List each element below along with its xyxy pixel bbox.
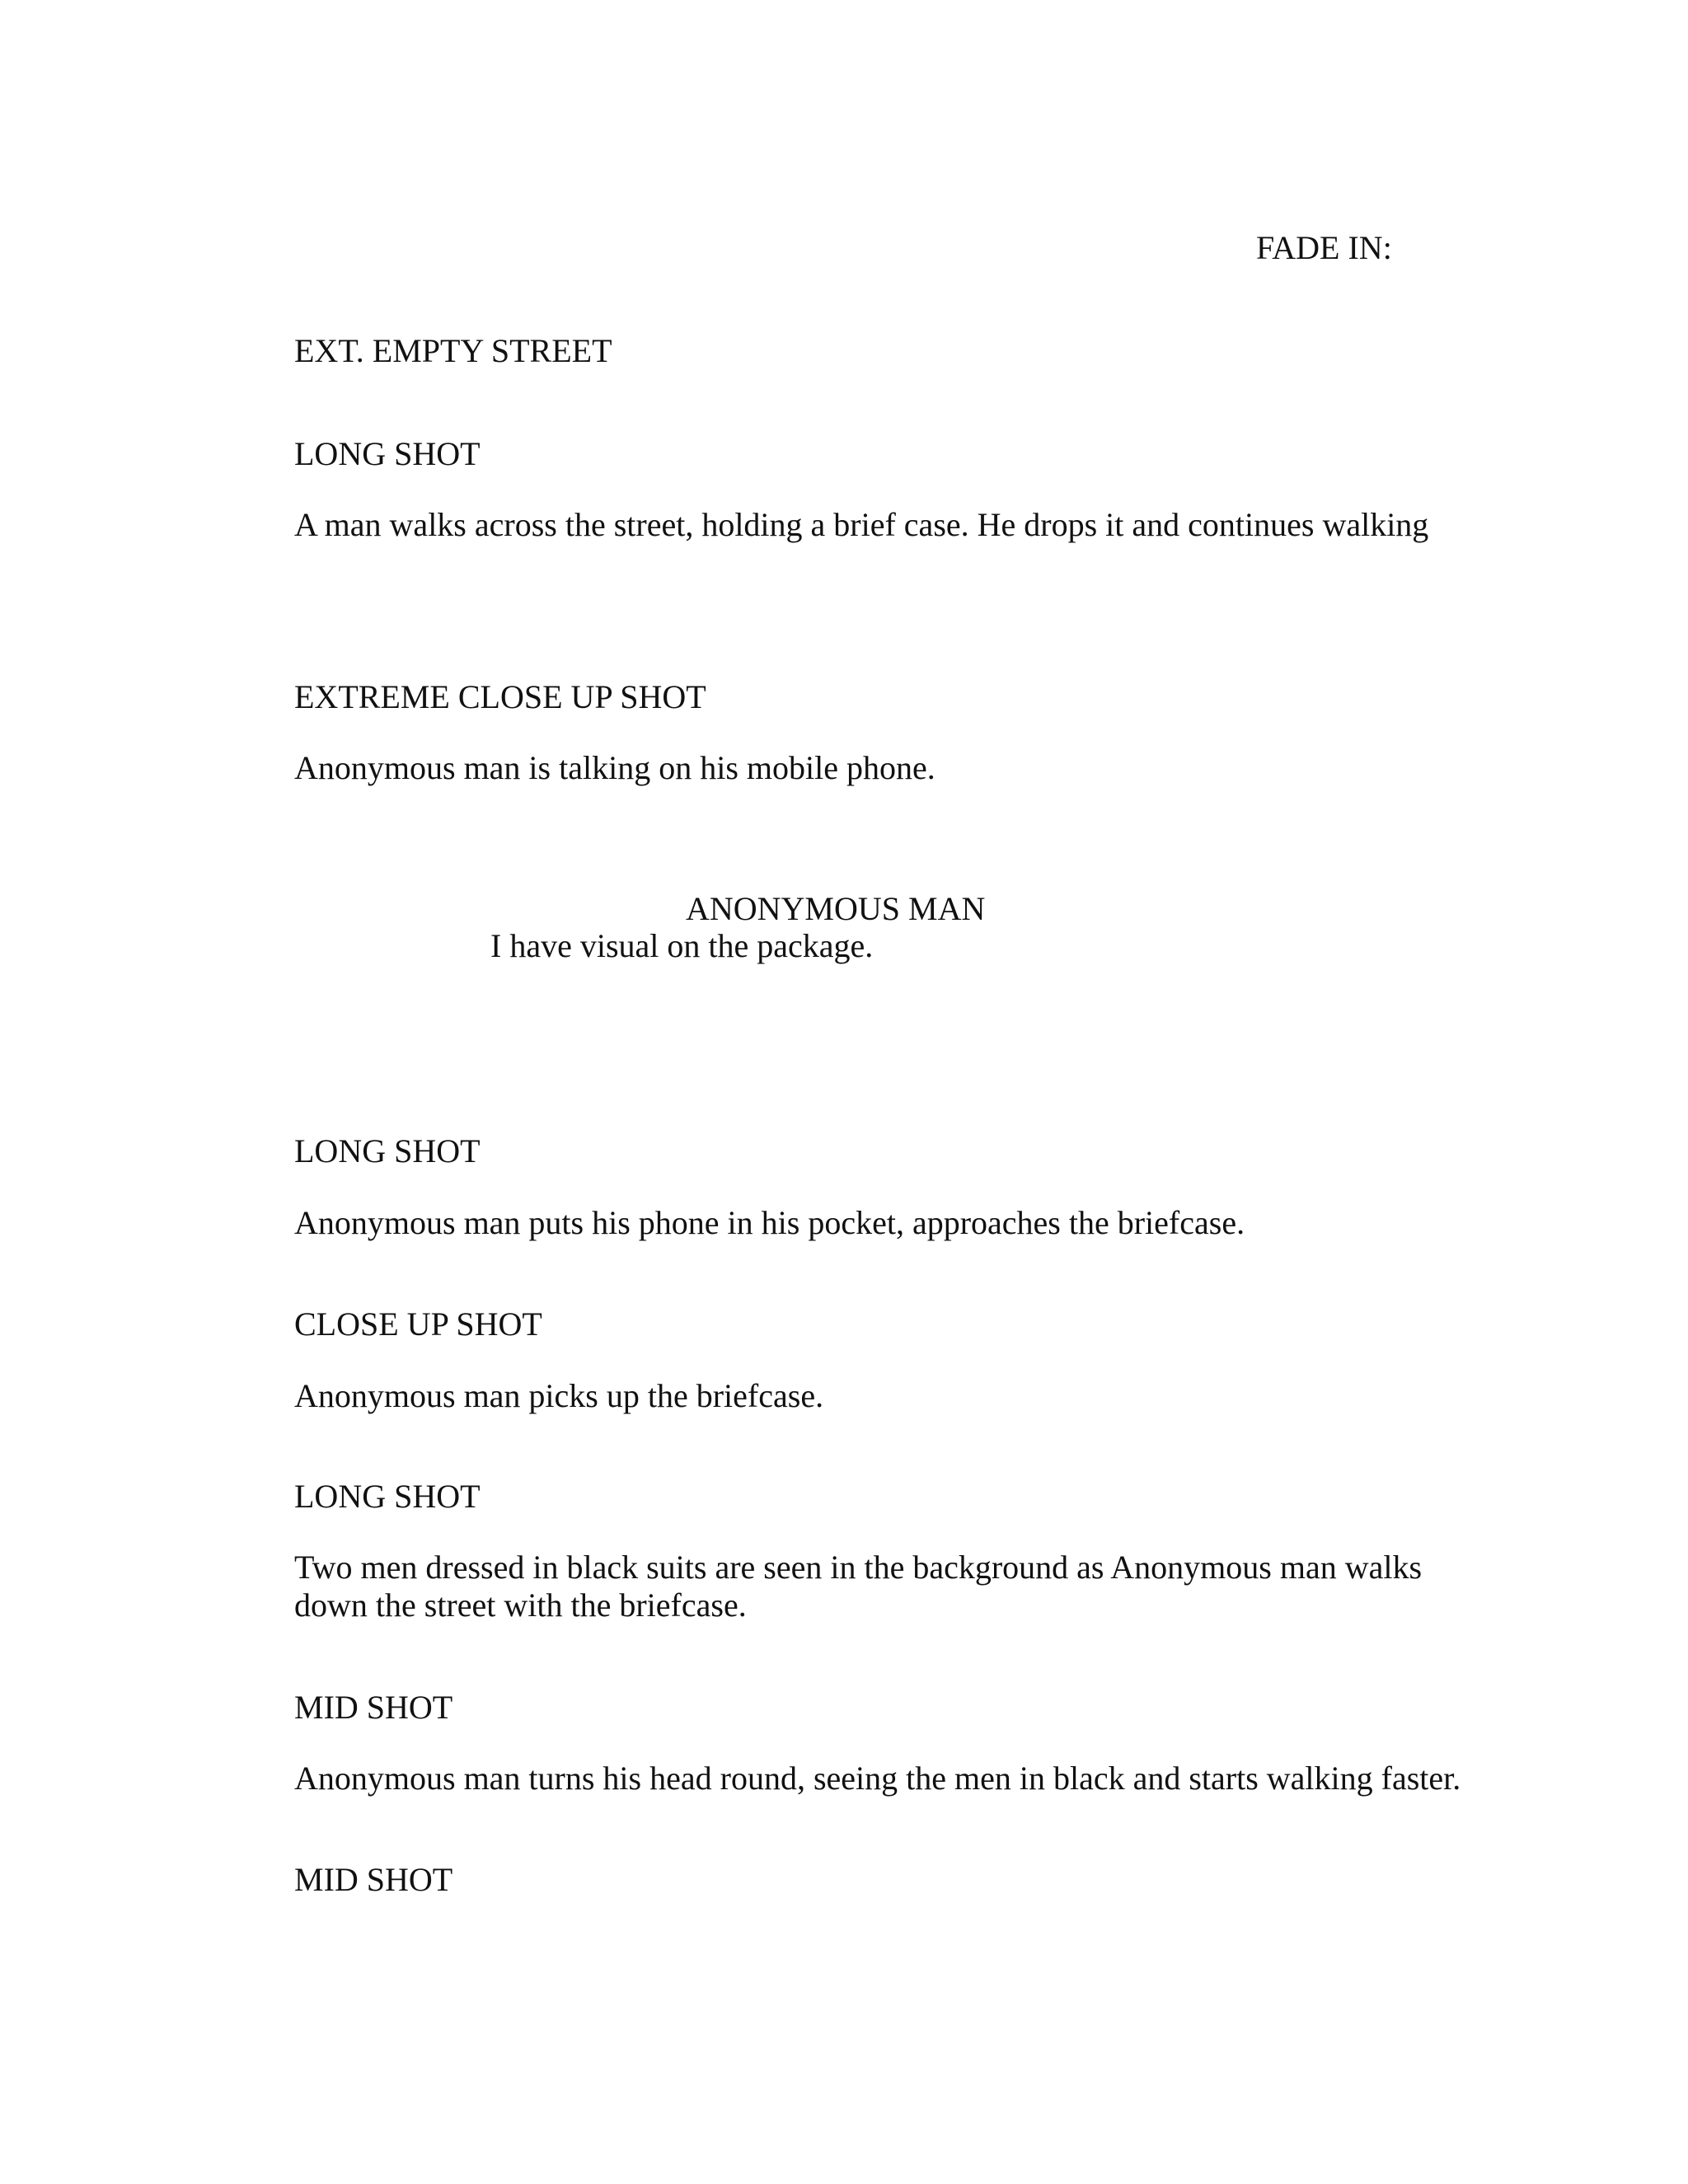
shot-heading-1: LONG SHOT bbox=[294, 435, 481, 472]
dialogue-line: I have visual on the package. bbox=[490, 927, 874, 964]
shot-heading-2: EXTREME CLOSE UP SHOT bbox=[294, 678, 706, 715]
dialogue-character: ANONYMOUS MAN bbox=[686, 890, 986, 927]
shot-heading-7: MID SHOT bbox=[294, 1861, 453, 1898]
shot-heading-4: CLOSE UP SHOT bbox=[294, 1305, 542, 1343]
shot-heading-5: LONG SHOT bbox=[294, 1478, 481, 1515]
shot-heading-6: MID SHOT bbox=[294, 1689, 453, 1726]
action-1: A man walks across the street, holding a brief case. He drops it and continues walking bbox=[294, 506, 1429, 543]
scene-heading: EXT. EMPTY STREET bbox=[294, 332, 612, 369]
action-5: Two men dressed in black suits are seen in the background as Anonymous man walks down the street with the briefcase. bbox=[294, 1549, 1423, 1624]
action-2: Anonymous man is talking on his mobile phone. bbox=[294, 749, 935, 786]
shot-heading-3: LONG SHOT bbox=[294, 1132, 481, 1169]
action-3: Anonymous man puts his phone in his pocket, approaches the briefcase. bbox=[294, 1204, 1245, 1241]
action-4: Anonymous man picks up the briefcase. bbox=[294, 1377, 824, 1414]
action-6: Anonymous man turns his head round, seeing the men in black and starts walking faster. bbox=[294, 1760, 1461, 1797]
transition-fade-in: FADE IN: bbox=[1256, 229, 1392, 266]
